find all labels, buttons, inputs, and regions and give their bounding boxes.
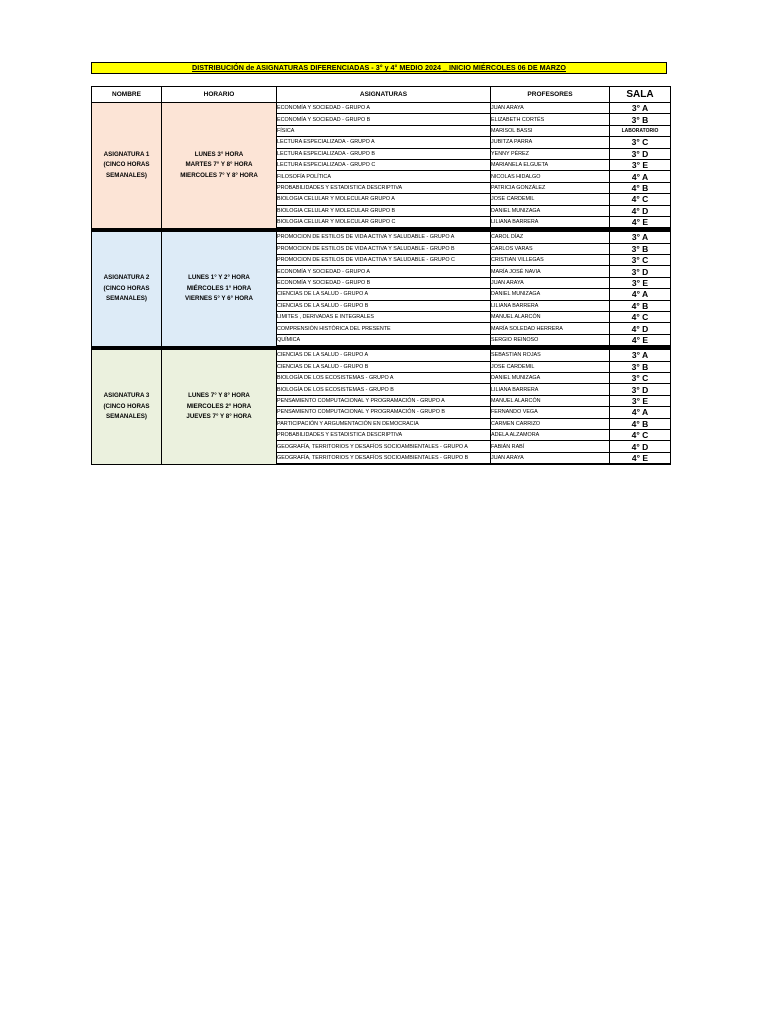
teacher-cell: YENNY PÉREZ <box>491 148 610 159</box>
teacher-cell: MARISOL BASSI <box>491 125 610 136</box>
room-cell: 3° C <box>610 255 671 266</box>
room-cell: 3° B <box>610 243 671 254</box>
room-cell: 4° E <box>610 452 671 464</box>
teacher-cell: LILIANA BARRERA <box>491 216 610 228</box>
header-profesores: PROFESORES <box>491 87 610 103</box>
teacher-cell: MARÍA SOLEDAD HERRERA <box>491 323 610 334</box>
subject-cell: PENSAMIENTO COMPUTACIONAL Y PROGRAMACIÓN - GRUPO A <box>277 395 491 406</box>
group-name <box>92 103 162 229</box>
teacher-cell: FABIÁN RABÍ <box>491 441 610 452</box>
horario-line: MARTES 7° Y 8° HORA <box>185 161 253 169</box>
group-horario <box>162 232 277 346</box>
horario-line: MIÉRCOLES 1° HORA <box>186 284 252 292</box>
subject-cell: LECTURA ESPECIALIZADA - GRUPO C <box>277 159 491 170</box>
subject-cell: PARTICIPACIÓN Y ARGUMENTACIÓN EN DEMOCRACIA <box>277 418 491 429</box>
header-horario: HORARIO <box>162 87 277 103</box>
teacher-cell: JOSE CARDEMIL <box>491 361 610 372</box>
table-row <box>92 350 671 361</box>
horario-line: MIERCOLES 2° HORA <box>186 402 252 410</box>
room-cell: 3° A <box>610 103 671 114</box>
group-name <box>92 232 162 346</box>
room-cell: 3° D <box>610 384 671 395</box>
group-name-line: ASIGNATURA 1 <box>103 150 150 158</box>
group-name <box>92 350 162 464</box>
room-cell: 3° E <box>610 277 671 288</box>
room-cell: 3° C <box>610 372 671 383</box>
room-cell: 4° E <box>610 334 671 346</box>
room-cell: 4° E <box>610 216 671 228</box>
room-cell: 3° C <box>610 137 671 148</box>
room-cell: 3° D <box>610 266 671 277</box>
horario-line: MIERCOLES 7° Y 8° HORA <box>180 171 258 179</box>
teacher-cell: MARÍA JOSÉ NAVIA <box>491 266 610 277</box>
teacher-cell: LILIANA BARRERA <box>491 300 610 311</box>
teacher-cell: CRISTIAN VILLEGAS <box>491 255 610 266</box>
subject-cell: GEOGRAFÍA, TERRITORIOS Y DESAFÍOS SOCIOAMBIENTALES - GRUPO A <box>277 441 491 452</box>
teacher-cell: NICOLAS HIDALGO <box>491 171 610 182</box>
horario-line: LUNES 7° Y 8° HORA <box>188 392 250 400</box>
room-cell: 3° B <box>610 361 671 372</box>
room-cell: 4° B <box>610 418 671 429</box>
room-cell: LABORATORIO <box>610 125 671 136</box>
teacher-cell: FERNANDO VEGA <box>491 407 610 418</box>
group-name-line: SEMANALES) <box>106 295 147 303</box>
subject-cell: PROMOCION DE ESTILOS DE VIDA ACTIVA Y SALUDABLE - GRUPO A <box>277 232 491 243</box>
room-cell: 4° B <box>610 300 671 311</box>
subject-cell: GEOGRAFÍA, TERRITORIOS Y DESAFÍOS SOCIOAMBIENTALES - GRUPO B <box>277 452 491 464</box>
room-cell: 4° C <box>610 194 671 205</box>
header-row <box>92 87 671 103</box>
subject-cell: PROBABILIDADES Y ESTADISTICA DESCRIPTIVA <box>277 429 491 440</box>
schedule-body <box>92 103 671 465</box>
subject-cell: ECONOMÍA Y SOCIEDAD - GRUPO B <box>277 114 491 125</box>
room-cell: 4° A <box>610 289 671 300</box>
group-name-line: SEMANALES) <box>106 171 147 179</box>
room-cell: 3° B <box>610 114 671 125</box>
horario-line: VIERNES 5° Y 6° HORA <box>185 295 253 303</box>
room-cell: 4° A <box>610 407 671 418</box>
group-name-line: (CINCO HORAS <box>103 284 150 292</box>
subject-cell: FÍSICA <box>277 125 491 136</box>
teacher-cell: JUAN ARAYA <box>491 103 610 114</box>
table-row <box>92 232 671 243</box>
table-row <box>92 103 671 114</box>
teacher-cell: DANIEL MUNIZAGA <box>491 372 610 383</box>
room-cell: 4° D <box>610 205 671 216</box>
header-nombre: NOMBRE <box>92 87 162 103</box>
room-cell: 4° B <box>610 182 671 193</box>
subject-cell: BIOLOGIA CELULAR Y MOLECULAR GRUPO A <box>277 194 491 205</box>
teacher-cell: PATRICIA GONZÁLEZ <box>491 182 610 193</box>
subject-cell: PROBABILIDADES Y ESTADISTICA DESCRIPTIVA <box>277 182 491 193</box>
group-horario <box>162 350 277 464</box>
document-title: DISTRIBUCIÓN de ASIGNATURAS DIFERENCIADAS - 3° y 4° MEDIO 2024 _ INICIO MIÉRCOLES 06 DE MARZO <box>91 62 667 74</box>
group-name-line: SEMANALES) <box>106 413 147 421</box>
teacher-cell: CAROL DÍAZ <box>491 232 610 243</box>
room-cell: 4° D <box>610 323 671 334</box>
group-name-line: (CINCO HORAS <box>103 161 150 169</box>
horario-line: JUEVES 7° Y 8° HORA <box>186 413 252 421</box>
subject-cell: CIENCIAS DE LA SALUD - GRUPO B <box>277 361 491 372</box>
subject-cell: LECTURA ESPECIALIZADA - GRUPO B <box>277 148 491 159</box>
teacher-cell: DANIEL MUNIZAGA <box>491 289 610 300</box>
group-name-line: (CINCO HORAS <box>103 402 150 410</box>
horario-line: LUNES 3° HORA <box>194 150 244 158</box>
subject-cell: QUÍMICA <box>277 334 491 346</box>
teacher-cell: JOSE CARDEMIL <box>491 194 610 205</box>
subject-cell: BIOLOGÍA DE LOS ECOSISTEMAS - GRUPO A <box>277 372 491 383</box>
teacher-cell: MANUEL ALARCÓN <box>491 312 610 323</box>
group-name-line: ASIGNATURA 2 <box>103 274 150 282</box>
header-asignaturas: ASIGNATURAS <box>277 87 491 103</box>
room-cell: 3° D <box>610 148 671 159</box>
room-cell: 4° C <box>610 429 671 440</box>
horario-line: LUNES 1° Y 2° HORA <box>188 274 250 282</box>
teacher-cell: CARLOS VARAS <box>491 243 610 254</box>
teacher-cell: MARIANELA ELGUETA <box>491 159 610 170</box>
teacher-cell: MANUEL ALARCÓN <box>491 395 610 406</box>
subject-cell: BIOLOGIA CELULAR Y MOLECULAR GRUPO B <box>277 205 491 216</box>
room-cell: 4° A <box>610 171 671 182</box>
subject-cell: BIOLOGÍA DE LOS ECOSISTEMAS - GRUPO B <box>277 384 491 395</box>
teacher-cell: JUBITZA PARRA <box>491 137 610 148</box>
subject-cell: PROMOCION DE ESTILOS DE VIDA ACTIVA Y SALUDABLE - GRUPO C <box>277 255 491 266</box>
subject-cell: LIMITES , DERIVADAS E INTEGRALES <box>277 312 491 323</box>
subject-cell: PROMOCION DE ESTILOS DE VIDA ACTIVA Y SALUDABLE - GRUPO B <box>277 243 491 254</box>
subject-cell: LECTURA ESPECIALIZADA - GRUPO A <box>277 137 491 148</box>
subject-cell: BIOLOGIA CELULAR Y MOLECULAR GRUPO C <box>277 216 491 228</box>
subject-cell: PENSAMIENTO COMPUTACIONAL Y PROGRAMACIÓN - GRUPO B <box>277 407 491 418</box>
room-cell: 3° E <box>610 395 671 406</box>
subject-cell: CIENCIAS DE LA SALUD - GRUPO A <box>277 350 491 361</box>
subject-cell: FILOSOFÍA POLÍTICA <box>277 171 491 182</box>
teacher-cell: JUAN ARAYA <box>491 452 610 464</box>
teacher-cell: CARMEN CARRIZO <box>491 418 610 429</box>
subject-cell: ECONOMÍA Y SOCIEDAD - GRUPO B <box>277 277 491 288</box>
subject-cell: CIENCIAS DE LA SALUD - GRUPO B <box>277 300 491 311</box>
room-cell: 4° D <box>610 441 671 452</box>
teacher-cell: ADELA ALZAMORA <box>491 429 610 440</box>
teacher-cell: SEBASTIAN ROJAS <box>491 350 610 361</box>
subject-cell: ECONOMÍA Y SOCIEDAD - GRUPO A <box>277 266 491 277</box>
room-cell: 3° A <box>610 350 671 361</box>
group-name-line: ASIGNATURA 3 <box>103 392 150 400</box>
teacher-cell: LILIANA BARRERA <box>491 384 610 395</box>
schedule-table <box>91 86 671 465</box>
room-cell: 4° C <box>610 312 671 323</box>
group-horario <box>162 103 277 229</box>
teacher-cell: SERGIO REINOSO <box>491 334 610 346</box>
teacher-cell: ELIZABETH CORTÉS <box>491 114 610 125</box>
room-cell: 3° E <box>610 159 671 170</box>
subject-cell: COMPRENSIÓN HISTÓRICA DEL PRESENTE <box>277 323 491 334</box>
subject-cell: ECONOMÍA Y SOCIEDAD - GRUPO A <box>277 103 491 114</box>
teacher-cell: DANIEL MUNIZAGA <box>491 205 610 216</box>
teacher-cell: JUAN ARAYA <box>491 277 610 288</box>
room-cell: 3° A <box>610 232 671 243</box>
subject-cell: CIENCIAS DE LA SALUD - GRUPO A <box>277 289 491 300</box>
header-sala: SALA <box>610 87 671 103</box>
